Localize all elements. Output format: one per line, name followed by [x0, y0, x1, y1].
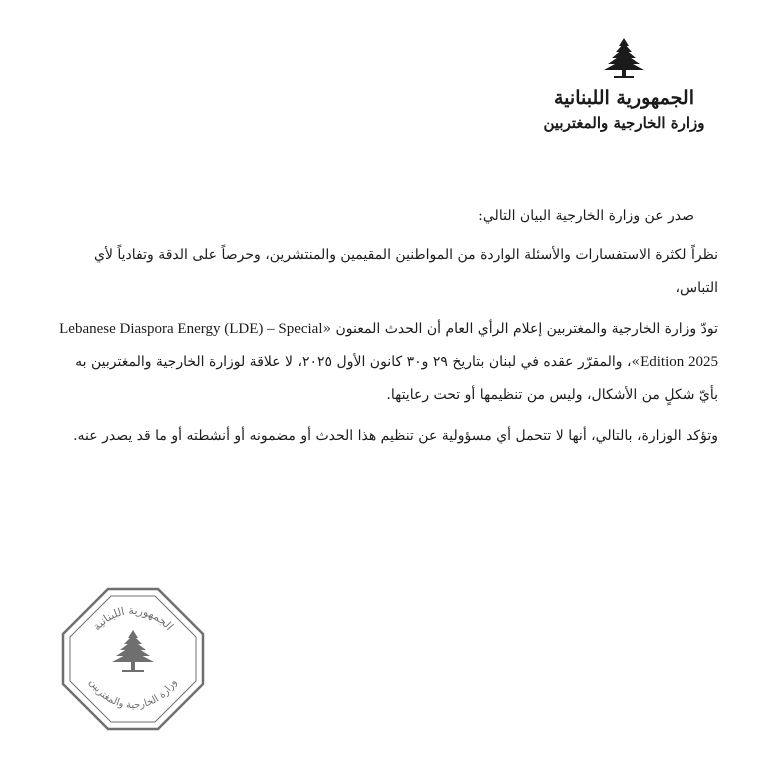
paragraph-1: نظراً لكثرة الاستفسارات والأسئلة الواردة من المواطنين المقيمين والمنتشرين، وحرصاً على الدقة وتفادياً لأي التباس، — [93, 247, 718, 296]
stamp-cedar-icon — [112, 630, 154, 672]
stamp-text-bottom: وزارة الخارجية والمغتربين — [86, 677, 180, 712]
ministry-title: وزارة الخارجية والمغتربين — [543, 114, 705, 132]
statement-body — [52, 200, 718, 461]
paragraph-2-after: »، والمقرّر عقده في لبنان بتاريخ ٢٩ و٣٠ كانون الأول ٢٠٢٥، لا علاقة لوزارة الخارجية والمغتربين به بأيّ شكلٍ من الأشكال، وليس من تنظيمها أو تحت رعايتها. — [75, 354, 718, 403]
svg-text:وزارة الخارجية والمغتربين — [87, 677, 179, 711]
republic-title: الجمهورية اللبنانية — [554, 87, 694, 109]
paragraph-2-before: تودّ وزارة الخارجية والمغتربين إعلام الرأي العام أن الحدث المعنون « — [322, 321, 718, 337]
letterhead — [524, 36, 724, 134]
paragraph-3: وتؤكد الوزارة، بالتالي، أنها لا تتحمل أي مسؤولية عن تنظيم هذا الحدث أو مضمونه أو أنشطته أو ما قد يصدر عنه. — [73, 428, 718, 444]
cedar-icon — [600, 36, 648, 82]
statement-intro: صدر عن وزارة الخارجية البيان التالي: — [478, 208, 694, 224]
ministry-stamp — [58, 584, 208, 734]
event-name: Lebanese Diaspora Energy (LDE) – Special Edition 2025 — [59, 321, 718, 370]
stamp-text-top: الجمهورية اللبنانية — [90, 603, 176, 633]
paragraph-2 — [52, 313, 718, 412]
svg-text:الجمهورية اللبنانية — [90, 604, 176, 633]
